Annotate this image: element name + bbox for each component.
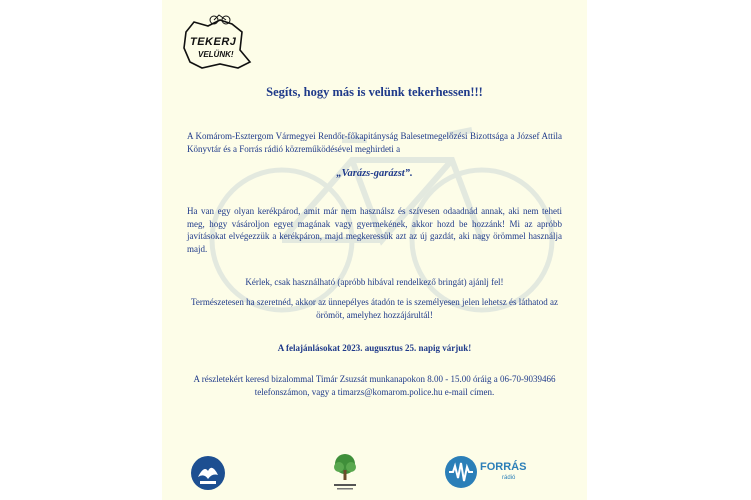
library-tree-logo-icon <box>330 452 360 492</box>
paragraph-ceremony: Természetesen ha szeretnéd, akkor az ünnepélyes átadón te is személyesen jelen lehetsz és láthatod az örömöt, amelyhez hozzájárultál! <box>191 297 558 320</box>
deadline-text: A felajánlásokat 2023. augusztus 25. napig várjuk! <box>277 343 472 353</box>
intro-paragraph: A Komárom-Esztergom Vármegyei Rendőr-főkapitányság Balesetmegelőzési Bizottsága a József Attila Könyvtár és a Forrás rádió közreműködésével meghirdeti a <box>187 131 562 154</box>
contact-paragraph: A részletekért keresd bizalommal Timár Zsuzsát munkanapokon 8.00 - 15.00 óráig a 06-70-9039466 telefonszámon, vagy a timarzs@komarom.police.hu e-mail címen. <box>193 374 556 397</box>
campaign-name: „Varázs-garázst”. <box>336 168 413 179</box>
forras-radio-sub: rádió <box>502 475 516 481</box>
forras-radio-logo <box>444 455 554 491</box>
forras-radio-name: FORRÁS <box>480 461 527 473</box>
logo-text-tekerj: TEKERJ <box>190 36 237 48</box>
paragraph-usable: Kérlek, csak használható (apróbb hibával rendelkező bringát) ajánlj fel! <box>245 277 504 287</box>
forras-wave-icon <box>444 455 478 489</box>
tekerj-velunk-logo <box>180 12 260 70</box>
footer-logos <box>162 450 587 500</box>
police-logo-icon <box>190 455 226 491</box>
headline: Segíts, hogy más is velünk tekerhessen!!! <box>266 85 483 99</box>
document-page <box>162 0 587 500</box>
paragraph-offer: Ha van egy olyan kerékpárod, amit már nem használsz és szívesen odaadnád annak, aki nem teheti meg, hogy vásároljon egyet magának vagy gyermekének, akkor hozd be hozzánk! Mi az apróbb javításokat elvégezzük a kerékpáron, majd megkeressük azt az új gazdát, aki nagy örömmel használja majd. <box>187 206 562 254</box>
logo-text-velunk: VELÜNK! <box>198 50 234 59</box>
